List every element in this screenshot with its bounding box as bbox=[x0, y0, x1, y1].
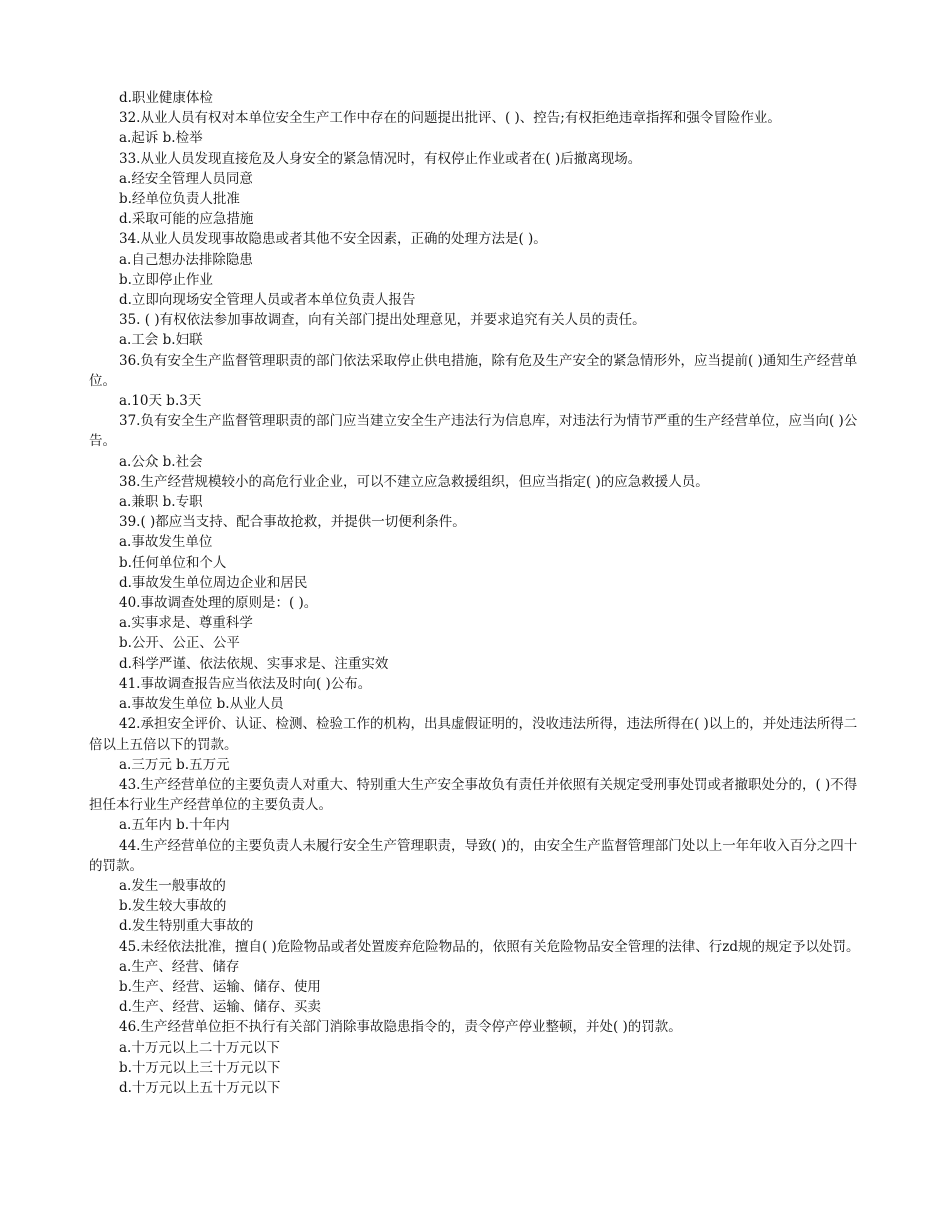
answer-options: a.兼职 b.专职 bbox=[119, 494, 203, 511]
answer-option: b.任何单位和个人 bbox=[119, 554, 227, 571]
answer-options: a.五年内 b.十年内 bbox=[119, 817, 230, 834]
answer-option: b.公开、公正、公平 bbox=[119, 635, 240, 652]
question-42: 42.承担安全评价、认证、检测、检验工作的机构，出具虚假证明的，没收违法所得，违法所得在( )以上的，并处违法所得二倍以上五倍以下的罚款。 bbox=[89, 716, 858, 753]
question-44: 44.生产经营单位的主要负责人未履行安全生产管理职责，导致( )的，由安全生产监督管理部门处以上一年年收入百分之四十的罚款。 bbox=[89, 837, 858, 874]
answer-option: a.发生一般事故的 bbox=[119, 877, 226, 894]
answer-options: a.事故发生单位 b.从业人员 bbox=[119, 696, 284, 713]
answer-option: b.经单位负责人批准 bbox=[119, 191, 240, 208]
text-line: d.职业健康体检 bbox=[119, 90, 213, 106]
answer-option: d.科学严谨、依法依规、实事求是、注重实效 bbox=[119, 655, 389, 672]
answer-option: d.生产、经营、运输、储存、买卖 bbox=[119, 999, 321, 1016]
question-32: 32.从业人员有权对本单位安全生产工作中存在的问题提出批评、( )、控告;有权拒绝违章指挥和强令冒险作业。 bbox=[119, 110, 781, 127]
question-35: 35. ( )有权依法参加事故调查，向有关部门提出处理意见，并要求追究有关人员的责任。 bbox=[119, 312, 646, 329]
question-36: 36.负有安全生产监督管理职责的部门依法采取停止供电措施，除有危及生产安全的紧急情形外，应当提前( )通知生产经营单位。 bbox=[89, 352, 858, 389]
question-38: 38.生产经营规模较小的高危行业企业，可以不建立应急救援组织，但应当指定( )的应急救援人员。 bbox=[119, 473, 709, 490]
answer-option: b.十万元以上三十万元以下 bbox=[119, 1059, 281, 1076]
answer-option: a.生产、经营、储存 bbox=[119, 958, 240, 975]
question-37: 37.负有安全生产监督管理职责的部门应当建立安全生产违法行为信息库，对违法行为情节严重的生产经营单位，应当向( )公告。 bbox=[89, 413, 858, 450]
answer-option: d.采取可能的应急措施 bbox=[119, 211, 254, 228]
answer-option: d.事故发生单位周边企业和居民 bbox=[119, 574, 308, 591]
answer-option: a.自己想办法排除隐患 bbox=[119, 251, 253, 268]
answer-option: a.经安全管理人员同意 bbox=[119, 170, 253, 187]
answer-option: b.生产、经营、运输、储存、使用 bbox=[119, 978, 321, 995]
question-40: 40.事故调查处理的原则是：( )。 bbox=[119, 595, 318, 612]
document-body bbox=[89, 88, 865, 1098]
question-33: 33.从业人员发现直接危及人身安全的紧急情况时，有权停止作业或者在( )后撤离现场。 bbox=[119, 150, 642, 167]
answer-option: a.实事求是、尊重科学 bbox=[119, 615, 253, 632]
answer-option: b.发生较大事故的 bbox=[119, 898, 227, 915]
answer-options: a.工会 b.妇联 bbox=[119, 332, 203, 349]
question-41: 41.事故调查报告应当依法及时向( )公布。 bbox=[119, 675, 372, 692]
answer-option: b.立即停止作业 bbox=[119, 271, 213, 288]
answer-option: d.发生特别重大事故的 bbox=[119, 918, 254, 935]
question-34: 34.从业人员发现事故隐患或者其他不安全因素，正确的处理方法是( )。 bbox=[119, 231, 547, 248]
answer-option: a.十万元以上二十万元以下 bbox=[119, 1039, 280, 1056]
answer-options: a.三万元 b.五万元 bbox=[119, 756, 230, 773]
answer-options: a.公众 b.社会 bbox=[119, 453, 203, 470]
answer-options: a.起诉 b.检举 bbox=[119, 130, 203, 147]
question-45: 45.未经依法批准，擅自( )危险物品或者处置废弃危险物品的，依照有关危险物品安全管理的法律、行zd规的规定予以处罚。 bbox=[119, 938, 860, 955]
answer-option: d.十万元以上五十万元以下 bbox=[119, 1079, 281, 1096]
question-39: 39.( )都应当支持、配合事故抢救，并提供一切便利条件。 bbox=[119, 514, 466, 531]
question-43: 43.生产经营单位的主要负责人对重大、特别重大生产安全事故负有责任并依照有关规定受刑事处罚或者撤职处分的，( )不得担任本行业生产经营单位的主要负责人。 bbox=[89, 776, 858, 814]
question-46: 46.生产经营单位拒不执行有关部门消除事故隐患指令的，责令停产停业整顿，并处( )的罚款。 bbox=[119, 1019, 682, 1036]
answer-option: d.立即向现场安全管理人员或者本单位负责人报告 bbox=[119, 292, 416, 309]
answer-option: a.事故发生单位 bbox=[119, 534, 213, 551]
answer-options: a.10天 b.3天 bbox=[119, 393, 202, 410]
